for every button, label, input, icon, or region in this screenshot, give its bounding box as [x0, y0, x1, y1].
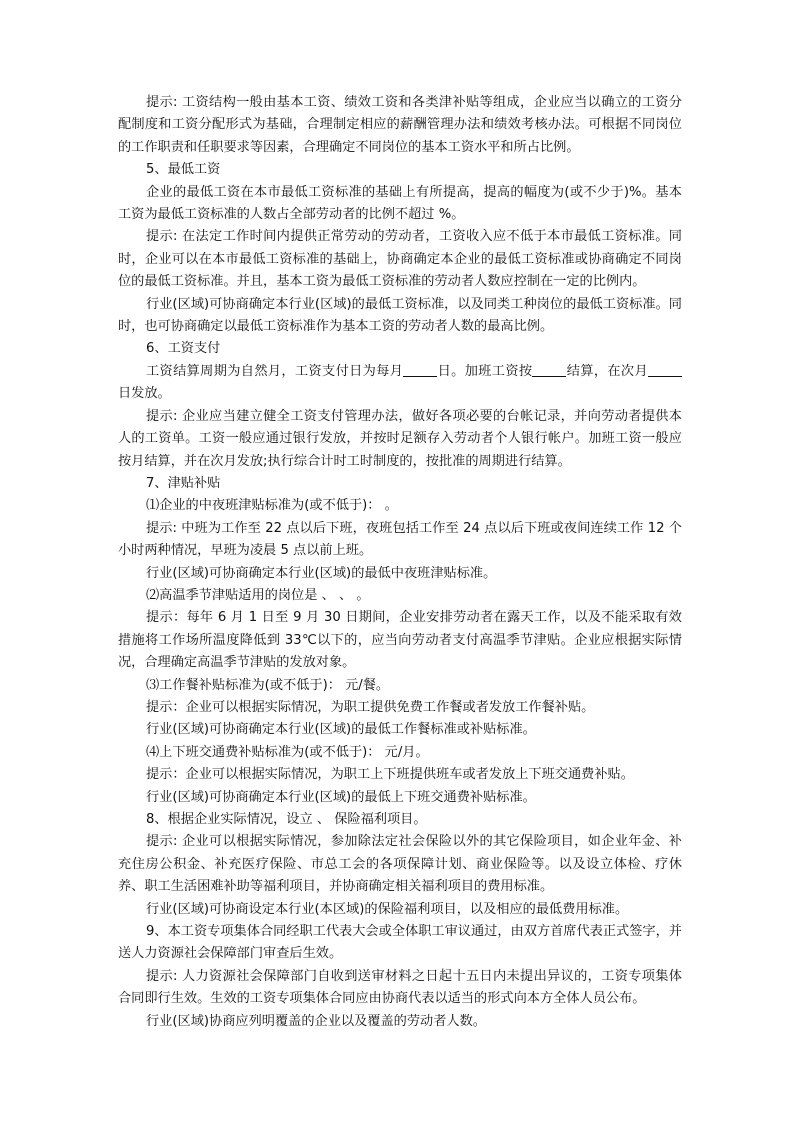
heading-allowances: 7、津贴补贴	[146, 475, 221, 491]
blank-field	[403, 362, 437, 377]
heading-minimum-wage: 5、最低工资	[146, 162, 221, 178]
paragraph-industry-night-shift: 行业(区域)可协商确定本行业(区域)的最低中夜班津贴标准。	[146, 565, 497, 581]
heading-wage-payment: 6、工资支付	[146, 341, 221, 357]
paragraph-transport-allowance: ⑷上下班交通费补贴标准为(或不低于)： 元/月。	[146, 744, 429, 760]
paragraph-industry-insurance: 行业(区域)可协商设定本行业(本区域)的保险福利项目，以及相应的最低费用标准。	[146, 901, 629, 917]
paragraph-salary-structure-hint: 提示: 工资结构一般由基本工资、绩效工资和各类津补贴等组成，企业应当以确立的工资分配制度和工资分配形式为基础，合理制定相应的薪酬管理办法和绩效考核办法。可根据不同岗位的工作职责和任职要求等因素，合理确定不同岗位的基本工资水平和所占比例。	[118, 95, 682, 155]
paragraph-minimum-wage: 企业的最低工资在本市最低工资标准的基础上有所提高，提高的幅度为(或不少于)%。基本工资为最低工资标准的人数占全部劳动者的比例不超过 %。	[118, 184, 682, 223]
paragraph-industry-transport: 行业(区域)可协商确定本行业(区域)的最低上下班交通费补贴标准。	[146, 789, 536, 805]
payment-text-4: 日发放。	[118, 386, 171, 402]
document-body	[118, 92, 682, 1033]
payment-text-3: 结算，在次月	[566, 363, 649, 379]
paragraph-insurance-hint: 提示: 企业可以根据实际情况，参加除法定社会保险以外的其它保险项目，如企业年金、补充住房公积金、补充医疗保险、市总工会的各项保障计划、商业保险等。以及设立体检、疗休养、职工生活困难补助等福利项目，并协商确定相关福利项目的费用标准。	[118, 834, 682, 895]
paragraph-industry-coverage: 行业(区域)协商应列明覆盖的企业以及覆盖的劳动者人数。	[146, 1013, 486, 1029]
paragraph-contract-approval: 9、本工资专项集体合同经职工代表大会或全体职工审议通过，由双方首席代表正式签字，并送人力资源社会保障部门审查后生效。	[118, 924, 682, 962]
paragraph-night-shift-hint: 提示: 中班为工作至 22 点以后下班，夜班包括工作至 24 点以后下班或夜间连续工作 12 个小时两种情况，早班为凌晨 5 点以前上班。	[118, 520, 682, 559]
paragraph-high-temp-hint: 提示：每年 6 月 1 日至 9 月 30 日期间，企业安排劳动者在露天工作，以及不能采取有效措施将工作场所温度降低到 33℃以下的，应当向劳动者支付高温季节津贴。企业应根据实际情况，合理确定高温季节津贴的发放对象。	[118, 610, 682, 671]
paragraph-insurance-welfare: 8、根据企业实际情况，设立 、 保险福利项目。	[146, 812, 427, 827]
paragraph-minimum-wage-hint: 提示: 在法定工作时间内提供正常劳动的劳动者，工资收入应不低于本市最低工资标准。同时，企业可以在本市最低工资标准的基础上，协商确定本企业的最低工资标准或协商确定不同岗位的最低工资标准。并且，基本工资为最低工资标准的劳动者人数应控制在一定的比例内。	[118, 229, 682, 290]
paragraph-transport-hint: 提示：企业可以根据实际情况，为职工上下班提供班车或者发放上下班交通费补贴。	[146, 767, 634, 783]
paragraph-high-temp-allowance: ⑵高温季节津贴适用的岗位是 、 、 。	[146, 587, 370, 603]
payment-text-1: 工资结算周期为自然月，工资支付日为每月	[146, 363, 404, 379]
paragraph-wage-payment	[118, 361, 682, 406]
paragraph-industry-meal: 行业(区域)可协商确定本行业(区域)的最低工作餐标准或补贴标准。	[146, 722, 536, 738]
blank-field	[532, 362, 566, 377]
paragraph-wage-payment-hint: 提示: 企业应当建立健全工资支付管理办法，做好各项必要的台帐记录，并向劳动者提供本人的工资单。工资一般应通过银行发放，并按时足额存入劳动者个人银行帐户。加班工资一般应按月结算，并在次月发放;执行综合计时工时制度的，按批准的周期进行结算。	[118, 408, 682, 469]
paragraph-meal-allowance: ⑶工作餐补贴标准为(或不低于)： 元/餐。	[146, 677, 390, 693]
paragraph-meal-hint: 提示：企业可以根据实际情况，为职工提供免费工作餐或者发放工作餐补贴。	[146, 699, 595, 715]
blank-field	[648, 362, 682, 377]
payment-text-2: 日。加班工资按	[437, 363, 533, 379]
paragraph-industry-minimum-wage: 行业(区域)可协商确定本行业(区域)的最低工资标准，以及同类工种岗位的最低工资标准。同时，也可协商确定以最低工资标准作为基本工资的劳动者人数的最高比例。	[118, 296, 682, 335]
paragraph-contract-effect-hint: 提示: 人力资源社会保障部门自收到送审材料之日起十五日内未提出异议的，工资专项集体合同即行生效。生效的工资专项集体合同应由协商代表以适当的形式向本方全体人员公布。	[118, 968, 682, 1007]
paragraph-night-shift-allowance: ⑴企业的中夜班津贴标准为(或不低于)： 。	[146, 498, 398, 514]
